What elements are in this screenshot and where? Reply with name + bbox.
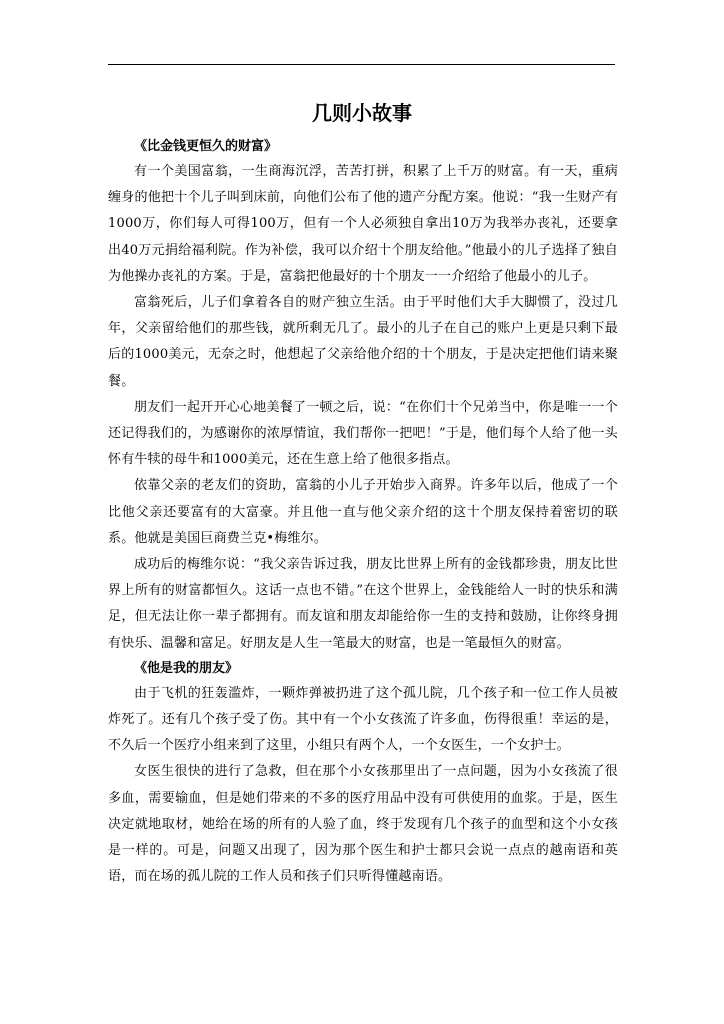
story-paragraph: 成功后的梅维尔说：“我父亲告诉过我，朋友比世界上所有的金钱都珍贵，朋友比世界上所有的财富都恒久。这话一点也不错。”在这个世界上，金钱能给人一时的快乐和满足，但无法让你一辈子都拥有。而友谊和朋友却能给你一生的支持和鼓励，让你终身拥有快乐、温馨和富足。好朋友是人生一笔最大的财富，也是一笔最恒久的财富。 — [108, 557, 618, 651]
story-2 — [108, 657, 618, 891]
story-heading: 《他是我的朋友》 — [134, 660, 239, 676]
story-heading: 《比金钱更恒久的财富》 — [134, 139, 278, 154]
story-paragraph: 朋友们一起开开心心地美餐了一顿之后，说：“在你们十个兄弟当中，你是唯一一个还记得我们的，为感谢你的浓厚情谊，我们帮你一把吧！”于是，他们每个人给了他一头怀有牛犊的母牛和1000美元，还在生意上给了他很多指点。 — [108, 399, 618, 468]
story-paragraph: 有一个美国富翁，一生商海沉浮，苦苦打拼，积累了上千万的财富。有一天，重病缠身的他把十个儿子叫到床前，向他们公布了他的遗产分配方案。他说：“我一生财产有1000万，你们每人可得100万，但有一个人必须独自拿出10万为我举办丧礼，还要拿出40万元捐给福利院。作为补偿，我可以介绍十个朋友给他。”他最小的儿子选择了独自为他操办丧礼的方案。于是，富翁把他最好的十个朋友一一介绍给了他最小的儿子。 — [108, 164, 618, 284]
story-paragraph: 依靠父亲的老友们的资助，富翁的小儿子开始步入商界。许多年以后，他成了一个比他父亲还要富有的大富豪。并且他一直与他父亲介绍的这十个朋友保持着密切的联系。他就是美国巨商费兰克•梅维尔。 — [108, 478, 618, 546]
story-1 — [108, 135, 618, 657]
page-title: 几则小故事 — [312, 101, 412, 125]
document-body — [108, 135, 618, 890]
header-rule — [108, 64, 615, 65]
story-paragraph: 女医生很快的进行了急救，但在那个小女孩那里出了一点问题，因为小女孩流了很多血，需要输血，但是她们带来的不多的医疗用品中没有可供使用的血浆。于是，医生决定就地取材，她给在场的所有的人验了血，终于发现有几个孩子的血型和这个小女孩是一样的。可是，问题又出现了，因为那个医生和护士都只会说一点点的越南语和英语，而在场的孤儿院的工作人员和孩子们只听得懂越南语。 — [108, 764, 618, 885]
story-paragraph: 由于飞机的狂轰滥炸，一颗炸弹被扔进了这个孤儿院，几个孩子和一位工作人员被炸死了。还有几个孩子受了伤。其中有一个小女孩流了许多血，伤得很重！幸运的是，不久后一个医疗小组来到了这里，小组只有两个人，一个女医生，一个女护士。 — [108, 685, 618, 754]
story-paragraph: 富翁死后，儿子们拿着各自的财产独立生活。由于平时他们大手大脚惯了，没过几年，父亲留给他们的那些钱，就所剩无几了。最小的儿子在自己的账户上更是只剩下最后的1000美元，无奈之时，他想起了父亲给他介绍的十个朋友，于是决定把他们请来聚餐。 — [108, 295, 618, 389]
